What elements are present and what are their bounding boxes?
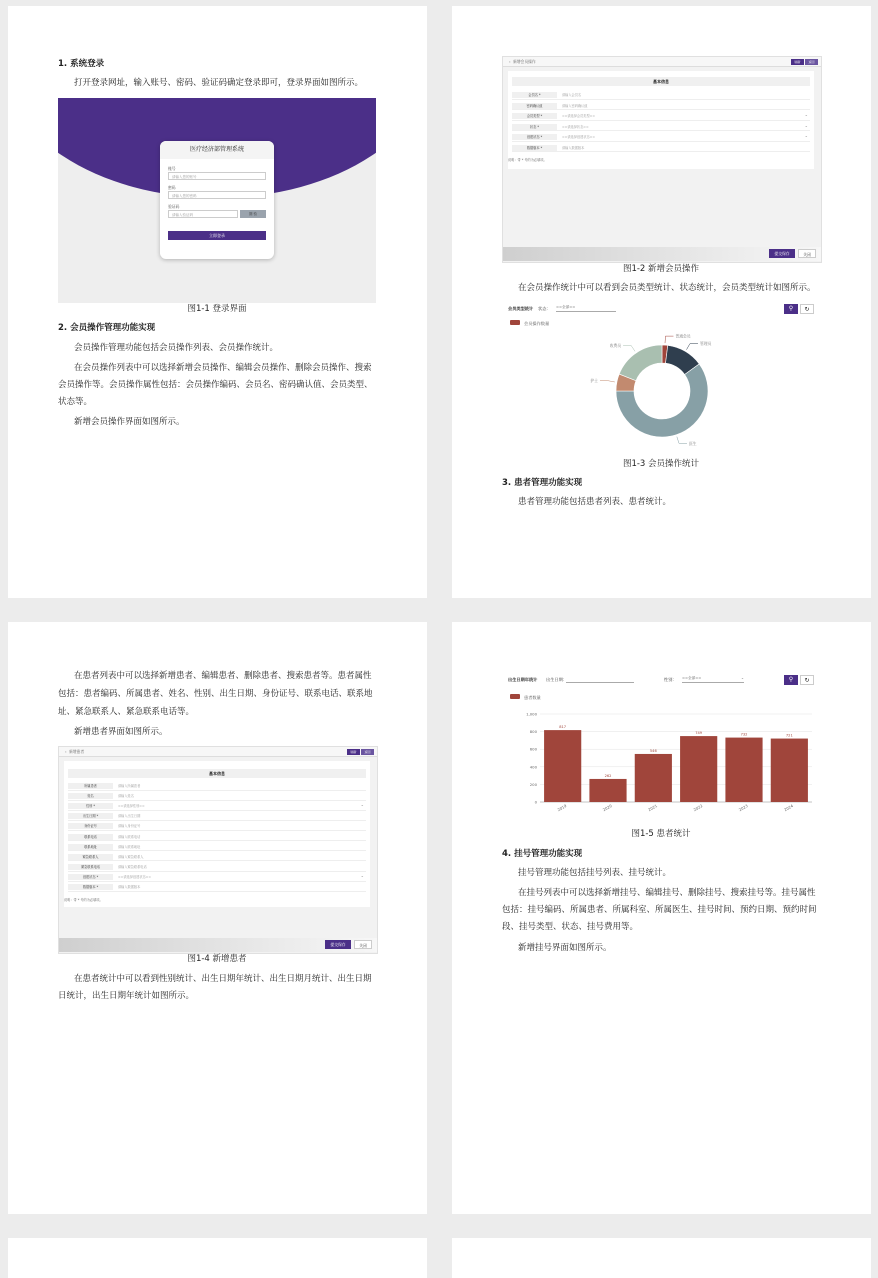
gender-label: 性别：	[664, 677, 677, 682]
paragraph: 患者管理功能包括患者列表、患者统计。	[518, 497, 672, 507]
refresh-icon[interactable]: ↻	[800, 304, 814, 314]
submit-button[interactable]: 提交保存	[325, 940, 351, 949]
legend-label: 患者数量	[524, 695, 541, 700]
refresh-icon[interactable]: ↻	[800, 675, 814, 685]
paragraph: 状态等。	[58, 397, 93, 407]
figure-caption: 图1-4 新增患者	[187, 954, 247, 964]
slice-label: 管理员	[699, 341, 712, 347]
form-row	[68, 863, 366, 872]
form-field-input[interactable]: ==请选择创建状态==	[118, 874, 151, 879]
form-field-input[interactable]: 请输入紧急联系人	[118, 854, 144, 859]
form-field-label: 性别 *	[68, 803, 113, 809]
document-page-3	[8, 622, 427, 1214]
y-tick-label: 200	[529, 781, 537, 787]
form-field-label: 出生日期 *	[68, 813, 113, 819]
form-field-label: 密码确认值	[512, 103, 557, 109]
bar-value-label: 721	[785, 733, 793, 738]
paragraph: 日统计，出生日期年统计如图所示。	[58, 991, 195, 1001]
form-row	[68, 883, 366, 892]
refresh-button[interactable]: 刷新	[347, 749, 360, 755]
form-section-title: 基本信息	[68, 769, 366, 778]
figure-caption: 图1-5 患者统计	[631, 829, 691, 839]
form-row	[68, 853, 366, 862]
chevron-down-icon: ⌄	[804, 122, 808, 128]
form-row	[512, 133, 810, 142]
form-field-input[interactable]: 请输入数据版本	[562, 145, 585, 150]
paragraph: 包括：挂号编码、所属患者、所属科室、所属医生、挂号时间、预约日期、预约时间	[502, 905, 817, 915]
x-tick-label: 2019	[556, 803, 568, 813]
paragraph: 在挂号列表中可以选择新增挂号、编辑挂号、删除挂号、搜索挂号等。挂号属性	[518, 888, 816, 898]
slice-label: 普通会员	[675, 333, 691, 339]
form-field-input[interactable]: 请输入联系电话	[118, 834, 141, 839]
close-button[interactable]: 关闭	[798, 249, 816, 258]
y-tick-label: 400	[529, 764, 537, 770]
search-icon[interactable]: ⚲	[784, 304, 798, 314]
form-field-input[interactable]: 请输入紧急联系电话	[118, 864, 147, 869]
figure-caption: 图1-1 登录界面	[187, 304, 247, 314]
paragraph: 在会员操作列表中可以选择新增会员操作、编辑会员操作、删除会员操作、搜索	[74, 363, 372, 373]
y-tick-label: 600	[529, 746, 537, 752]
bar-value-label: 262	[604, 773, 612, 778]
chevron-down-icon: ⌄	[740, 676, 744, 680]
status-select[interactable]	[556, 303, 616, 312]
form-row	[68, 812, 366, 821]
form-field-input[interactable]: 请输入数据版本	[118, 885, 141, 889]
y-tick-label: 800	[529, 729, 537, 735]
form-field-input[interactable]: 请输入会员名	[562, 93, 582, 97]
member-type-donut-chart	[502, 316, 820, 466]
form-field-input[interactable]: 请输入密码确认值	[562, 103, 588, 108]
form-field-label: 会员类型 *	[512, 113, 557, 119]
breadcrumb-label: 新增患者	[68, 749, 85, 754]
form-row	[512, 91, 810, 100]
form-field-label: 状态 *	[512, 124, 557, 130]
birth-year-bar-chart	[502, 690, 820, 818]
form-field-label: 姓名	[68, 793, 113, 799]
bar-value-label: 817	[559, 725, 567, 730]
chart-filter-sublabel: 状态：	[538, 306, 551, 311]
breadcrumb: ‹ 新增患者	[59, 747, 377, 757]
form-row	[68, 782, 366, 791]
form-row	[512, 123, 810, 132]
account-input[interactable]: 请输入您的账号	[168, 172, 266, 180]
figure-caption: 图1-2 新增会员操作	[622, 264, 700, 274]
document-page-6	[452, 1238, 871, 1278]
form-row	[68, 843, 366, 852]
section-heading-member: 2. 会员操作管理功能实现	[58, 323, 156, 333]
captcha-image[interactable]: 图 验	[240, 210, 266, 218]
form-field-input[interactable]: 请输入身份证号	[118, 824, 141, 829]
form-note: 说明：带 * 号的为必填项。	[64, 898, 103, 902]
slice-leader-line	[600, 381, 615, 382]
bar	[680, 736, 717, 802]
search-icon[interactable]: ⚲	[784, 675, 798, 685]
chart-filter-label: 会员类型统计	[508, 306, 534, 311]
form-field-label: 联系地址	[68, 844, 113, 850]
form-row	[68, 822, 366, 831]
slice-leader-line	[677, 437, 687, 444]
paragraph: 打开登录网址，输入账号、密码、验证码确定登录即可，登录界面如图所示。	[74, 78, 364, 88]
form-field-label: 身份证号	[68, 823, 113, 829]
form-field-input[interactable]: ==请选择状态==	[562, 124, 589, 129]
slice-label: 护士	[590, 378, 598, 384]
login-screenshot	[58, 98, 376, 303]
login-card	[160, 141, 274, 259]
form-field-label: 联系电话	[68, 834, 113, 840]
form-row	[512, 144, 810, 153]
slice-leader-line	[665, 336, 673, 343]
x-tick-label: 2021	[647, 803, 659, 813]
section-heading-login: 1. 系统登录	[58, 59, 105, 69]
document-page-4	[452, 622, 871, 1214]
form-field-input[interactable]: ==请选择会员类型==	[562, 114, 595, 118]
paragraph: 址、紧急联系人、紧急联系电话等。	[58, 707, 195, 717]
form-card	[508, 71, 814, 169]
paragraph: 段、挂号类型、状态、挂号费用等。	[502, 922, 639, 932]
slice-leader-line	[623, 346, 635, 352]
paragraph: 新增患者界面如图所示。	[74, 727, 168, 737]
login-button[interactable]: 立即登录	[168, 231, 266, 240]
breadcrumb-label: 新增会员操作	[512, 59, 536, 64]
document-page-5	[8, 1238, 427, 1278]
form-field-input[interactable]: 请输入所属患者	[118, 784, 141, 788]
status-select-value: ==全部==	[556, 305, 576, 309]
paragraph: 在患者列表中可以选择新增患者、编辑患者、删除患者、搜索患者等。患者属性	[74, 671, 372, 681]
account-label: 账号	[168, 166, 176, 171]
section-heading-patient: 3. 患者管理功能实现	[502, 478, 583, 488]
paragraph: 在患者统计中可以看到性别统计、出生日期年统计、出生日期月统计、出生日期	[74, 974, 372, 984]
form-row	[68, 802, 366, 811]
form-row	[512, 102, 810, 111]
member-form-screenshot	[502, 56, 822, 263]
legend-label: 会员操作数量	[524, 321, 550, 326]
gender-select-value: ==全部==	[682, 676, 702, 680]
figure-caption: 图1-3 会员操作统计	[622, 459, 700, 469]
x-tick-label: 2022	[692, 803, 704, 813]
submit-button[interactable]: 提交保存	[769, 249, 795, 258]
captcha-label: 验证码	[168, 204, 180, 209]
paragraph: 在会员操作统计中可以看到会员类型统计、状态统计，会员类型统计如图所示。	[518, 283, 816, 293]
document-page-2	[452, 6, 871, 598]
form-section-title: 基本信息	[512, 77, 810, 86]
bar-value-label: 749	[695, 731, 703, 736]
password-input[interactable]: 请输入您的密码	[168, 191, 266, 199]
bar-value-label: 732	[740, 732, 748, 737]
birth-date-input[interactable]	[566, 674, 634, 683]
gender-select[interactable]	[682, 674, 744, 683]
close-button[interactable]: 关闭	[354, 940, 372, 949]
slice-leader-line	[686, 344, 698, 350]
form-row	[68, 873, 366, 882]
form-field-input[interactable]: 请输入出生日期	[118, 814, 141, 819]
bar	[771, 739, 808, 802]
donut-slice	[619, 345, 662, 381]
form-card	[64, 761, 370, 907]
form-field-label: 创建状态 *	[68, 874, 113, 880]
form-field-label: 数据版本 *	[512, 145, 557, 151]
slice-label: 收费员	[609, 343, 622, 349]
x-tick-label: 2024	[783, 803, 795, 813]
back-button[interactable]: 返回	[805, 59, 818, 65]
paragraph: 新增挂号界面如图所示。	[518, 943, 612, 953]
form-field-input[interactable]: 请输入姓名	[118, 794, 134, 799]
form-field-label: 所属患者	[68, 783, 113, 789]
chevron-down-icon: ⌄	[804, 133, 808, 138]
form-field-label: 数据版本 *	[68, 884, 113, 890]
back-button[interactable]: 返回	[361, 749, 374, 755]
refresh-button[interactable]: 刷新	[791, 59, 804, 65]
password-label: 密码	[168, 185, 176, 190]
form-field-input[interactable]: ==请选择创建状态==	[562, 135, 595, 139]
bar-value-label: 546	[649, 748, 657, 753]
slice-label: 医生	[688, 440, 697, 446]
bar	[725, 738, 762, 802]
form-field-input[interactable]: 请输入联系地址	[118, 844, 141, 849]
y-tick-label: 1,000	[526, 711, 537, 717]
form-field-label: 创建状态 *	[512, 134, 557, 140]
login-title: 医疗经济部管理系统	[160, 141, 274, 159]
x-tick-label: 2023	[737, 803, 749, 813]
paragraph: 会员操作管理功能包括会员操作列表、会员操作统计。	[74, 343, 279, 353]
form-row	[512, 112, 810, 121]
chevron-down-icon: ⌄	[804, 112, 808, 117]
breadcrumb: ‹ 新增会员操作	[503, 57, 821, 67]
paragraph: 新增会员操作界面如图所示。	[74, 417, 185, 427]
chart-filter-label: 出生日期年统计	[508, 677, 538, 682]
form-field-label: 紧急联系电话	[68, 864, 113, 870]
form-field-input[interactable]: ==请选择性别==	[118, 804, 145, 809]
form-row	[68, 792, 366, 801]
bar	[589, 779, 626, 802]
captcha-input[interactable]: 请输入验证码	[168, 210, 238, 218]
paragraph: 会员操作等。会员操作属性包括：会员操作编码、会员名、密码确认值、会员类型、	[58, 380, 373, 390]
legend-swatch	[510, 320, 520, 325]
x-tick-label: 2020	[601, 803, 613, 813]
form-field-label: 会员名 *	[512, 92, 557, 98]
paragraph: 挂号管理功能包括挂号列表、挂号统计。	[518, 868, 672, 878]
bar	[635, 754, 672, 802]
legend-swatch	[510, 694, 520, 699]
bar	[544, 730, 581, 802]
form-field-label: 紧急联系人	[68, 854, 113, 860]
document-page-1	[8, 6, 427, 598]
form-row	[68, 833, 366, 842]
y-tick-label: 0	[534, 799, 537, 805]
chevron-down-icon: ⌄	[360, 802, 364, 808]
chevron-down-icon: ⌄	[360, 872, 364, 878]
patient-form-screenshot	[58, 746, 378, 954]
section-heading-registration: 4. 挂号管理功能实现	[502, 849, 583, 859]
chart-filter-sublabel: 出生日期：	[546, 677, 567, 682]
form-note: 说明：带 * 号的为必填项。	[508, 158, 547, 162]
paragraph: 包括：患者编码、所属患者、姓名、性别、出生日期、身份证号、联系电话、联系地	[58, 689, 373, 699]
